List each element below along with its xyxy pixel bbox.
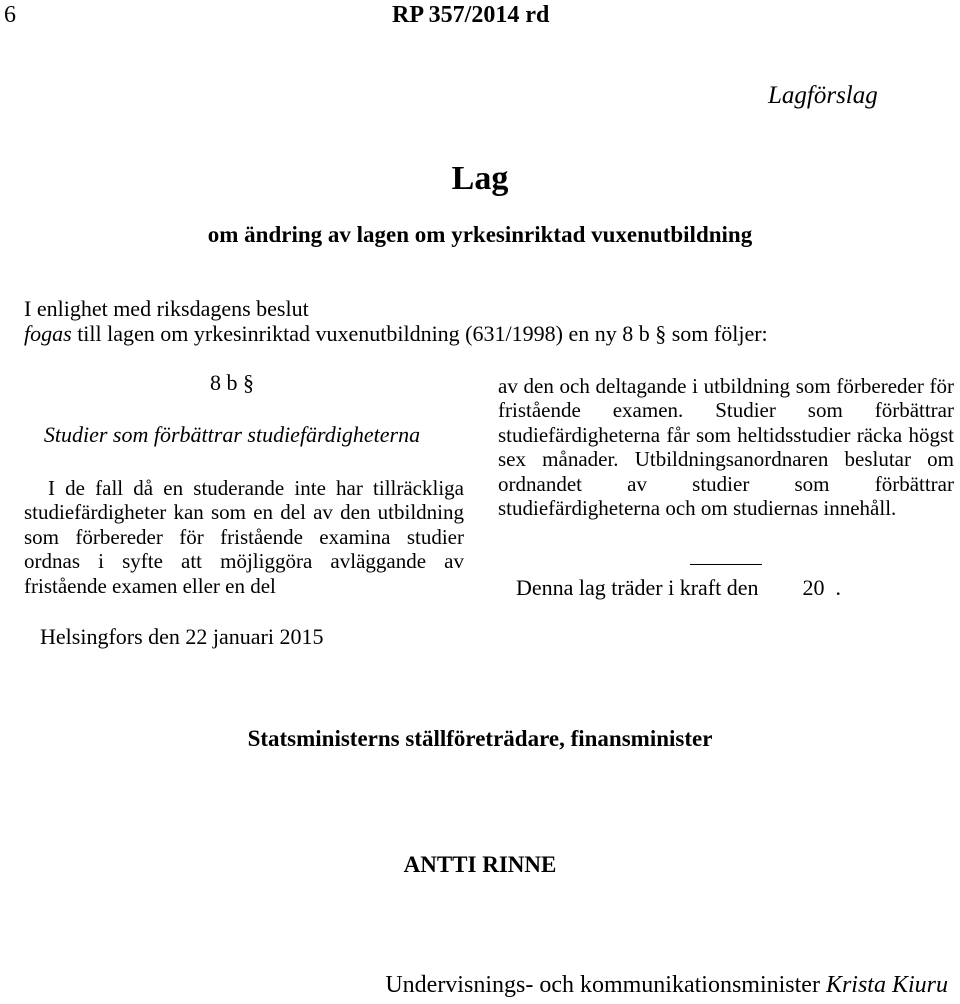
signer-title: Statsministerns ställföreträdare, finansminister — [247, 726, 713, 751]
divider-line — [690, 564, 762, 565]
intro-line-2-text: till lagen om yrkesinriktad vuxenutbildning (631/1998) en ny 8 b § som följer: — [71, 321, 768, 346]
section-heading: Studier som förbättrar studiefärdigheterna — [43, 422, 421, 447]
intro-line-2 — [24, 321, 768, 347]
law-title: Lag — [451, 160, 509, 197]
document-label: Lagförslag — [768, 82, 878, 109]
section-text-left-column: I de fall då en studerande inte har tillräckliga studiefärdigheter kan som en del av den utbildning som förbereder för fristående examina studier ordnas i syfte att möjliggöra avläggande av fristående examen eller en del — [24, 476, 464, 598]
page-number: 6 — [4, 2, 16, 28]
minister-signature — [385, 972, 948, 999]
intro-line-1: I enlighet med riksdagens beslut — [24, 296, 309, 321]
document-reference: RP 357/2014 rd — [392, 2, 550, 28]
signer-name: ANTTI RINNE — [403, 852, 557, 877]
section-number: 8 b § — [210, 370, 254, 395]
section-text-right-column: av den och deltagande i utbildning som förbereder för fristående examen. Studier som förbättrar studiefärdigheterna får som heltidsstudier räcka högst sex månader. Utbildningsanordnaren beslutar om ordnandet av studier som förbättrar studiefärdigheterna och om studiernas innehåll. — [498, 374, 954, 521]
intro-italic-word: fogas — [24, 321, 72, 346]
minister-name: Krista Kiuru — [825, 972, 948, 998]
entry-into-force: Denna lag träder i kraft den 20 . — [516, 575, 841, 600]
law-subtitle: om ändring av lagen om yrkesinriktad vuxenutbildning — [207, 222, 753, 247]
place-and-date: Helsingfors den 22 januari 2015 — [40, 624, 324, 649]
minister-title: Undervisnings- och kommunikationsminister — [385, 972, 826, 998]
